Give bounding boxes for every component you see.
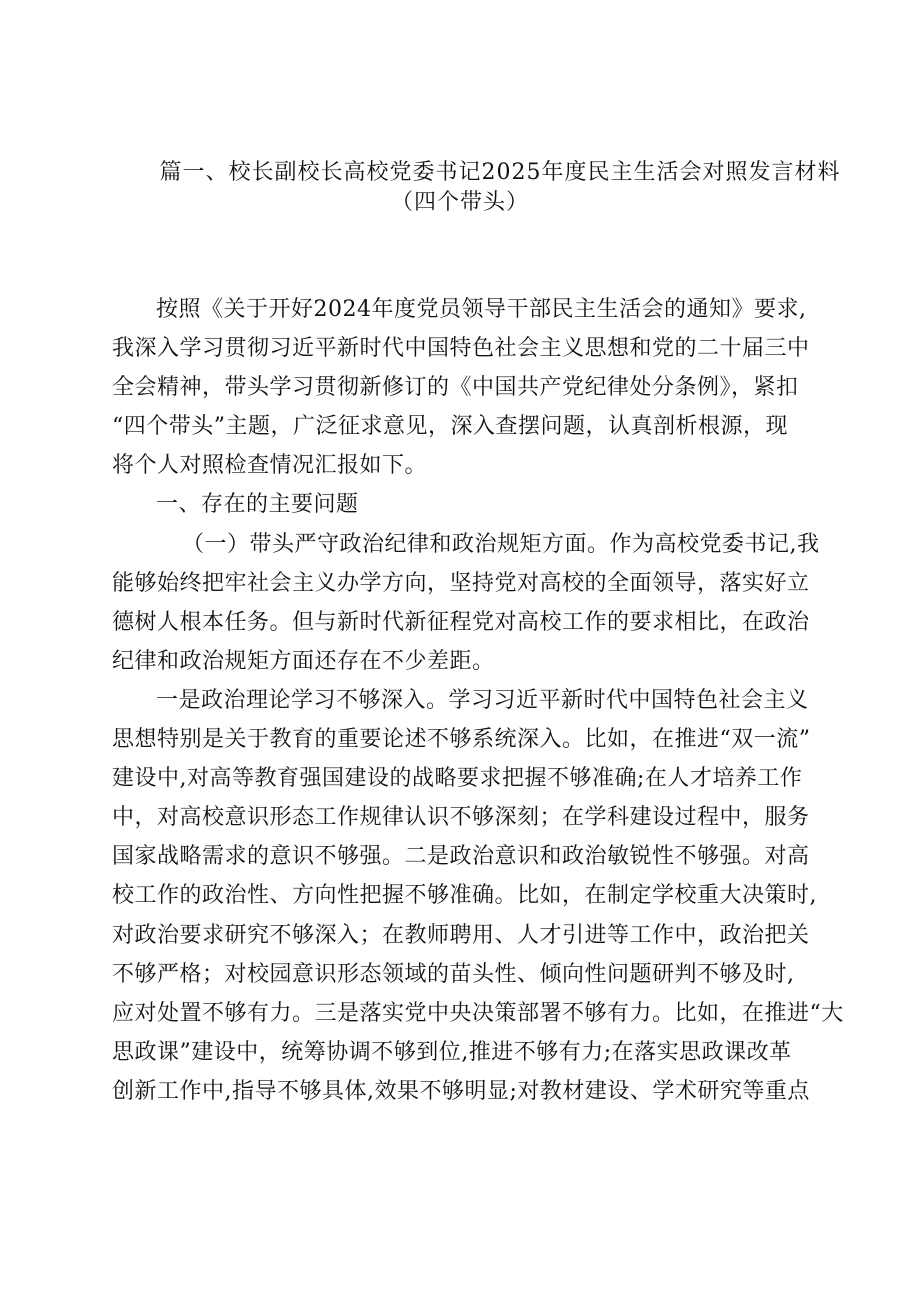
body-line: 校工作的政治性、方向性把握不够准确。比如，在制定学校重大决策时, (112, 883, 817, 909)
body-line: 我深入学习贯彻习近平新时代中国特色社会主义思想和党的二十届三中 (112, 336, 810, 362)
subsection-heading: （一）带头严守政治纪律和政治规矩方面。作为高校党委书记,我 (182, 531, 820, 557)
body-line: 将个人对照检查情况汇报如下。 (112, 453, 428, 479)
body-line: 国家战略需求的意识不够强。二是政治意识和政治敏锐性不够强。对高 (112, 844, 810, 870)
body-line: 纪律和政治规矩方面还存在不少差距。 (112, 648, 495, 674)
document-subtitle-text: （四个带头） (390, 190, 529, 215)
body-line: “四个带头”主题，广泛征求意见，深入查摆问题，认真剖析根源，现 (112, 414, 788, 440)
body-line: 全会精神，带头学习贯彻新修订的《中国共产党纪律处分条例》，紧扣 (112, 375, 799, 401)
body-line: 不够严格；对校园意识形态领域的苗头性、倾向性问题研判不够及时, (112, 961, 795, 987)
body-line: 德树人根本任务。但与新时代新征程党对高校工作的要求相比，在政治 (112, 609, 810, 635)
section-heading: 一、存在的主要问题 (156, 492, 359, 518)
document-title: 篇一、校长副校长高校党委书记2025年度民主生活会对照发言材料 (159, 160, 841, 185)
body-line: 按照《关于开好2024年度党员领导干部民主生活会的通知》要求, (156, 297, 807, 322)
body-line: 能够始终把牢社会主义办学方向，坚持党对高校的全面领导，落实好立 (112, 570, 810, 596)
body-line: 中，对高校意识形态工作规律认识不够深刻；在学科建设过程中，服务 (112, 805, 810, 831)
document-body (112, 290, 847, 1111)
body-line: 对政治要求研究不够深入；在教师聘用、人才引进等工作中，政治把关 (112, 922, 810, 948)
body-line: 应对处置不够有力。三是落实党中央决策部署不够有力。比如，在推进“大 (112, 1000, 844, 1026)
body-line: 一是政治理论学习不够深入。学习习近平新时代中国特色社会主义 (156, 687, 809, 713)
body-line: 创新工作中,指导不够具体,效果不够明显;对教材建设、学术研究等重点 (112, 1078, 810, 1104)
body-line: 思政课”建设中，统筹协调不够到位,推进不够有力;在落实思政课改革 (112, 1039, 792, 1065)
body-line: 思想特别是关于教育的重要论述不够系统深入。比如，在推进“双一流” (112, 727, 811, 753)
body-line: 建设中,对高等教育强国建设的战略要求把握不够准确;在人才培养工作 (112, 766, 803, 792)
document-subtitle (0, 188, 920, 218)
